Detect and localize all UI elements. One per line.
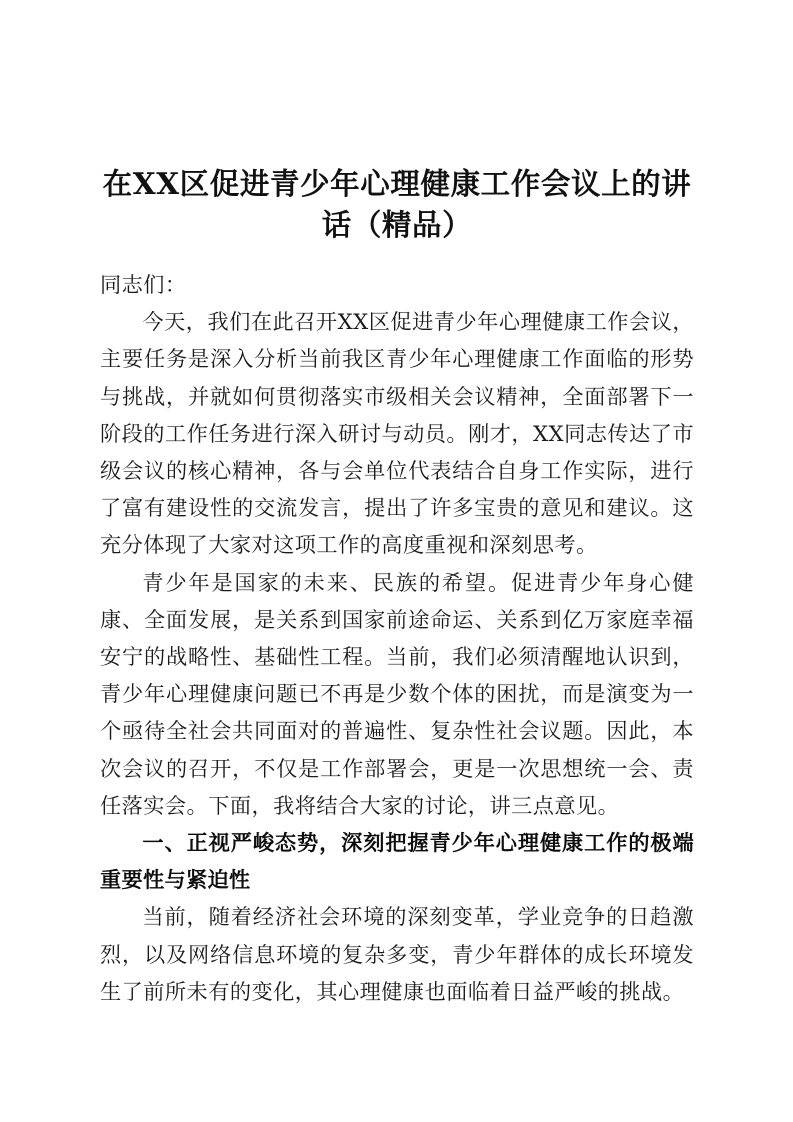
paragraph-opening-remarks: 今天，我们在此召开XX区促进青少年心理健康工作会议，主要任务是深入分析当前我区青少年心理健康工作面临的形势与挑战，并就如何贯彻落实市级相关会议精神，全面部署下一阶段的工作任务进行深入研讨与动员。刚才，XX同志传达了市级会议的核心精神，各与会单位代表结合自身工作实际，进行了富有建设性的交流发言，提出了许多宝贵的意见和建议。这充分体现了大家对这项工作的高度重视和深刻思考。	[100, 309, 694, 558]
page-title: 在XX区促进青少年心理健康工作会议上的讲话（精品）	[102, 165, 692, 242]
paragraph-significance: 青少年是国家的未来、民族的希望。促进青少年身心健康、全面发展，是关系到国家前途命运、关系到亿万家庭幸福安宁的战略性、基础性工程。当前，我们必须清醒地认识到，青少年心理健康问题已不再是少数个体的困扰，而是演变为一个亟待全社会共同面对的普遍性、复杂性社会议题。因此，本次会议的召开，不仅是工作部署会，更是一次思想统一会、责任落实会。下面，我将结合大家的讨论，讲三点意见。	[100, 569, 694, 818]
document-body	[100, 266, 694, 1010]
section-heading-one: 一、正视严峻态势，深刻把握青少年心理健康工作的极端重要性与紧迫性	[100, 830, 694, 893]
salutation-line: 同志们：	[100, 272, 187, 297]
paragraph-current-situation: 当前，随着经济社会环境的深刻变革，学业竞争的日趋激烈，以及网络信息环境的复杂多变，青少年群体的成长环境发生了前所未有的变化，其心理健康也面临着日益严峻的挑战。	[100, 904, 694, 1004]
